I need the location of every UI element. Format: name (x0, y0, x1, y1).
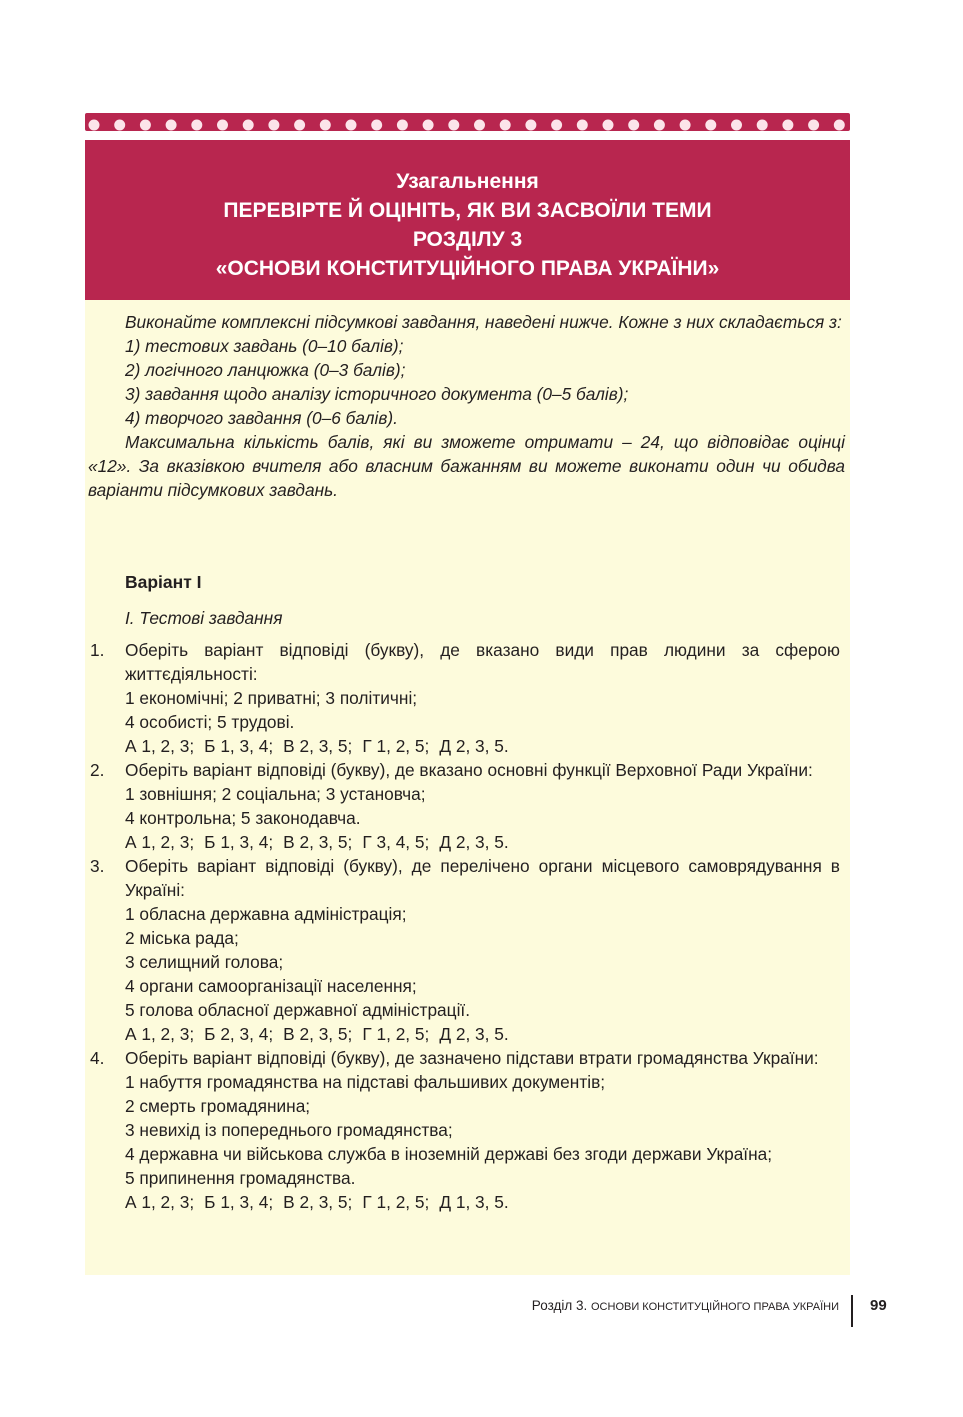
question-option: 5 голова обласної державної адміністрації. (125, 1000, 471, 1020)
section-header (85, 140, 850, 300)
answer-choice: В 2, 3, 5; (283, 736, 353, 756)
header-title-line-2: РОЗДІЛУ 3 (412, 228, 523, 251)
answer-choice: Д 1, 3, 5. (439, 1192, 509, 1212)
question-stem: Оберіть варіант відповіді (букву), де вказано основні функції Верховної Ради України: (125, 760, 813, 780)
answer-choice: Б 1, 3, 4; (204, 736, 274, 756)
border-dot (577, 120, 588, 131)
question-3 (90, 854, 840, 1046)
border-dot (808, 120, 819, 131)
border-dot (294, 120, 305, 131)
header-kicker: Узагальнення (396, 170, 539, 193)
answer-choice: Г 1, 2, 5; (362, 1024, 430, 1044)
running-footer-chapter (532, 1298, 839, 1313)
border-dot (243, 120, 254, 131)
question-option: 3 селищний голова; (125, 952, 284, 972)
answer-choice: В 2, 3, 5; (283, 1024, 353, 1044)
answer-choice: А 1, 2, 3; (125, 736, 195, 756)
answer-choice: Д 2, 3, 5. (439, 832, 509, 852)
border-dot (191, 120, 202, 131)
border-dot (680, 120, 691, 131)
border-dot (782, 120, 793, 131)
question-stem: Оберіть варіант відповіді (букву), де перелічено органи місцевого самоврядування в Україні: (125, 856, 840, 900)
border-dot (397, 120, 408, 131)
test-section-heading: І. Тестові завдання (125, 608, 283, 628)
chapter-prefix: Розділ 3. (531, 1298, 588, 1313)
border-dot (603, 120, 614, 131)
border-dot (166, 120, 177, 131)
intro-paragraph-1: Виконайте комплексні підсумкові завдання, наведені нижче. Кожне з них складається з: (125, 312, 842, 332)
question-option: 4 особисті; 5 трудові. (125, 712, 295, 732)
intro-item: 2) логічного ланцюжка (0–3 балів); (125, 360, 406, 380)
border-dot (423, 120, 434, 131)
variant-heading: Варіант І (125, 572, 202, 592)
question-option: 5 припинення громадянства. (125, 1168, 356, 1188)
question-option: 1 набуття громадянства на підставі фальшивих документів; (125, 1072, 606, 1092)
border-dot (346, 120, 357, 131)
border-dot (114, 120, 125, 131)
answer-choice: Б 1, 3, 4; (204, 832, 274, 852)
border-dot (320, 120, 331, 131)
question-number: 3. (90, 856, 105, 876)
dot-border-svg (85, 113, 850, 131)
question-stem: Оберіть варіант відповіді (букву), де зазначено підстави втрати громадянства України: (125, 1048, 819, 1068)
question-option: 4 контрольна; 5 законодавча. (125, 808, 361, 828)
question-option: 2 міська рада; (125, 928, 239, 948)
border-dot (474, 120, 485, 131)
answer-choice: Д 2, 3, 5. (439, 736, 509, 756)
border-dot (217, 120, 228, 131)
answer-choices (125, 1022, 840, 1046)
question-stem: Оберіть варіант відповіді (букву), де вказано види прав людини за сферою життєдіяльності: (125, 640, 840, 684)
answer-choices (125, 1190, 840, 1214)
border-dot (628, 120, 639, 131)
border-dot (500, 120, 511, 131)
answer-choice: Г 1, 2, 5; (362, 1192, 430, 1212)
border-dot (448, 120, 459, 131)
question-number: 2. (90, 760, 105, 780)
answer-choice: Б 1, 3, 4; (204, 1192, 274, 1212)
intro-item: 4) творчого завдання (0–6 балів). (125, 408, 398, 428)
question-option: 3 невихід із попереднього громадянства; (125, 1120, 453, 1140)
answer-choice: Б 2, 3, 4; (204, 1024, 274, 1044)
chapter-title: ОСНОВИ КОНСТИТУЦІЙНОГО ПРАВА УКРАЇНИ (591, 1301, 839, 1313)
intro-item: 1) тестових завдань (0–10 балів); (125, 336, 404, 356)
question-option: 1 економічні; 2 приватні; 3 політичні; (125, 688, 418, 708)
page-number: 99 (870, 1297, 887, 1314)
question-4 (90, 1046, 840, 1214)
border-dot (140, 120, 151, 131)
border-dot (654, 120, 665, 131)
question-option: 1 зовнішня; 2 соціальна; 3 установча; (125, 784, 426, 804)
border-dot (371, 120, 382, 131)
footer-divider (851, 1295, 853, 1327)
answer-choice: В 2, 3, 5; (283, 832, 353, 852)
question-number: 1. (90, 640, 105, 660)
intro-paragraph-2: Максимальна кількість балів, які ви зможете отримати – 24, що відповідає оцінці «12». За вказівкою вчителя або власним бажанням ви можете виконати один чи обидва варіанти підсумкових завдань. (88, 432, 845, 500)
border-dot (731, 120, 742, 131)
question-option: 2 смерть громадянина; (125, 1096, 311, 1116)
intro-text (88, 310, 845, 502)
answer-choice: А 1, 2, 3; (125, 832, 195, 852)
border-dot (268, 120, 279, 131)
page-footer (0, 1295, 963, 1329)
question-list (90, 638, 840, 1214)
intro-item: 3) завдання щодо аналізу історичного документа (0–5 балів); (125, 384, 629, 404)
border-dot (757, 120, 768, 131)
border-dot (705, 120, 716, 131)
decorative-dot-border (85, 113, 850, 131)
answer-choice: А 1, 2, 3; (125, 1192, 195, 1212)
answer-choice: Г 1, 2, 5; (362, 736, 430, 756)
answer-choice: В 2, 3, 5; (283, 1192, 353, 1212)
border-dot (525, 120, 536, 131)
question-number: 4. (90, 1048, 105, 1068)
question-option: 4 органи самоорганізації населення; (125, 976, 417, 996)
question-option: 1 обласна державна адміністрація; (125, 904, 407, 924)
answer-choice: Г 3, 4, 5; (362, 832, 430, 852)
answer-choices (125, 830, 840, 854)
question-2 (90, 758, 840, 854)
border-dot (89, 120, 100, 131)
question-1 (90, 638, 840, 758)
question-option: 4 державна чи військова служба в іноземній державі без згоди держави Україна; (125, 1144, 773, 1164)
header-title-line-3: «ОСНОВИ КОНСТИТУЦІЙНОГО ПРАВА УКРАЇНИ» (215, 257, 720, 280)
border-dot (551, 120, 562, 131)
answer-choice: А 1, 2, 3; (125, 1024, 195, 1044)
border-dot (834, 120, 845, 131)
answer-choice: Д 2, 3, 5. (439, 1024, 509, 1044)
answer-choices (125, 734, 840, 758)
header-title-line-1: ПЕРЕВІРТЕ Й ОЦІНІТЬ, ЯК ВИ ЗАСВОЇЛИ ТЕМИ (223, 199, 712, 222)
